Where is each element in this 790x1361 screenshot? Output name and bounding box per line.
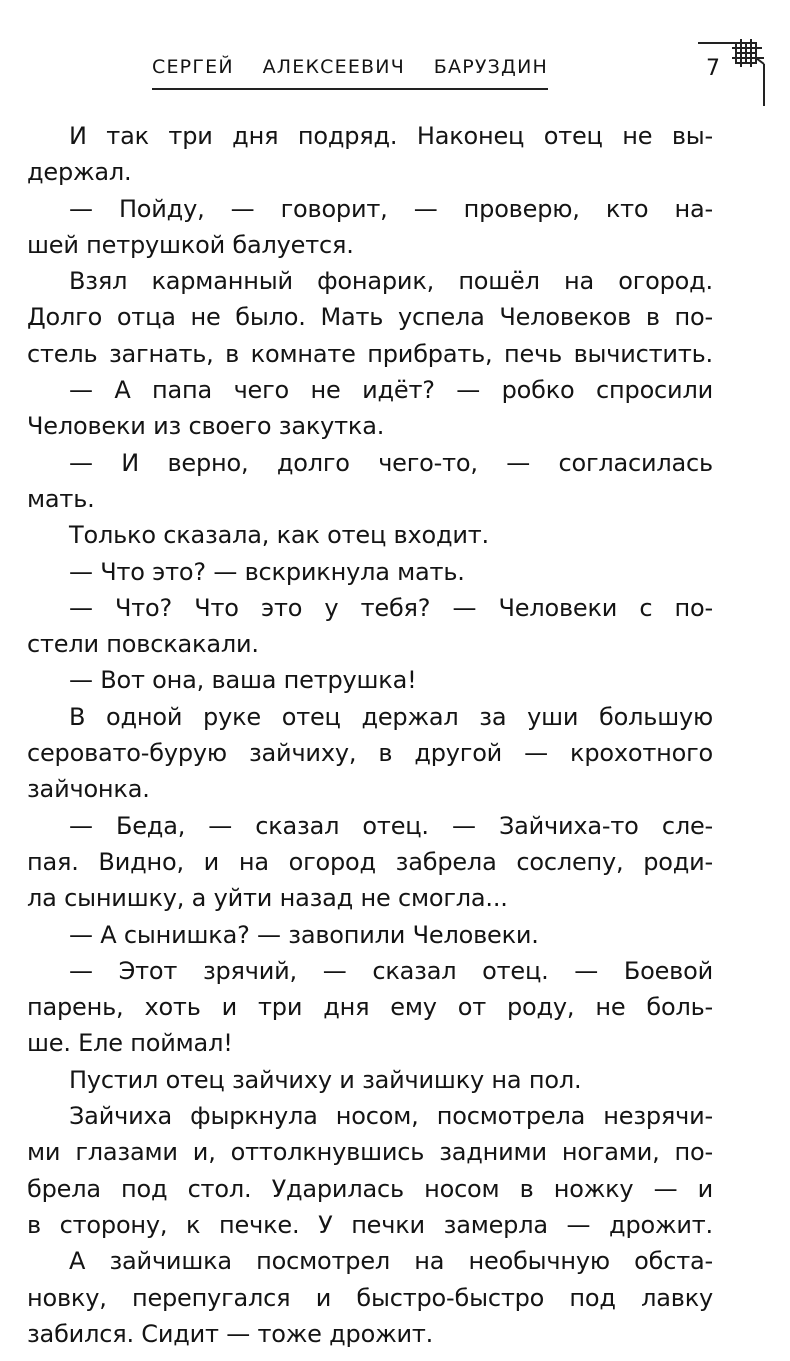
text-line: стель загнать, в комнате прибрать, печь вычистить. [27,339,713,368]
text-line: Пустил отец зайчиху и зайчишку на пол. [69,1065,582,1094]
text-line: ше. Еле поймал! [27,1029,233,1058]
text-line: пая. Видно, и на огород забрела сослепу, роди- [27,847,713,876]
text-line: держал. [27,158,132,187]
text-line: в сторону, к печке. У печки замерла — дрожит. [27,1210,713,1239]
text-line: — Вот она, ваша петрушка! [69,666,417,695]
text-line: Только сказала, как отец входит. [69,521,489,550]
text-line: А зайчишка посмотрел на необычную обста- [69,1247,713,1276]
corner-ornament-icon [696,38,776,110]
text-line: ла сынишку, а уйти назад не смогла... [27,884,508,913]
text-line: — Что это? — вскрикнула мать. [69,557,465,586]
text-line: И так три дня подряд. Наконец отец не вы- [69,122,713,150]
text-line: Человеки из своего закутка. [27,412,385,441]
text-line: новку, перепугался и быстро-быстро под лавку [27,1283,713,1312]
page-number: 7 [706,56,720,81]
text-line: парень, хоть и три дня ему от роду, не боль- [27,993,713,1022]
text-line: зайчонка. [27,775,150,804]
text-line: Долго отца не было. Мать успела Человеков в по- [27,303,713,332]
text-line: В одной руке отец держал за уши большую [69,702,713,731]
text-line: серовато-бурую зайчиху, в другой — крохотного [27,739,713,768]
text-line: шей петрушкой балуется. [27,230,354,259]
text-line: — И верно, долго чего-то, — согласилась [69,448,713,477]
text-line: — А папа чего не идёт? — робко спросили [69,376,713,405]
text-line: мать. [27,484,95,513]
text-line: забился. Сидит — тоже дрожит. [27,1319,434,1348]
text-line: — Пойду, — говорит, — проверю, кто на- [69,194,713,223]
text-line: брела под стол. Ударилась носом в ножку — и [27,1174,713,1203]
header-rule [152,88,548,90]
text-line: стели повскакали. [27,630,259,659]
text-line: — А сынишка? — завопили Человеки. [69,920,539,949]
running-head-author: СЕРГЕЙ АЛЕКСЕЕВИЧ БАРУЗДИН [152,56,548,78]
text-line: Зайчиха фыркнула носом, посмотрела незрячи- [69,1102,713,1131]
text-line: — Что? Что это у тебя? — Человеки с по- [69,593,713,622]
text-line: ми глазами и, оттолкнувшись задними ногами, по- [27,1138,713,1167]
text-line: — Беда, — сказал отец. — Зайчиха-то сле- [69,811,713,840]
text-line: — Этот зрячий, — сказал отец. — Боевой [69,956,713,985]
text-line: Взял карманный фонарик, пошёл на огород. [69,267,713,296]
book-text [27,118,713,1352]
